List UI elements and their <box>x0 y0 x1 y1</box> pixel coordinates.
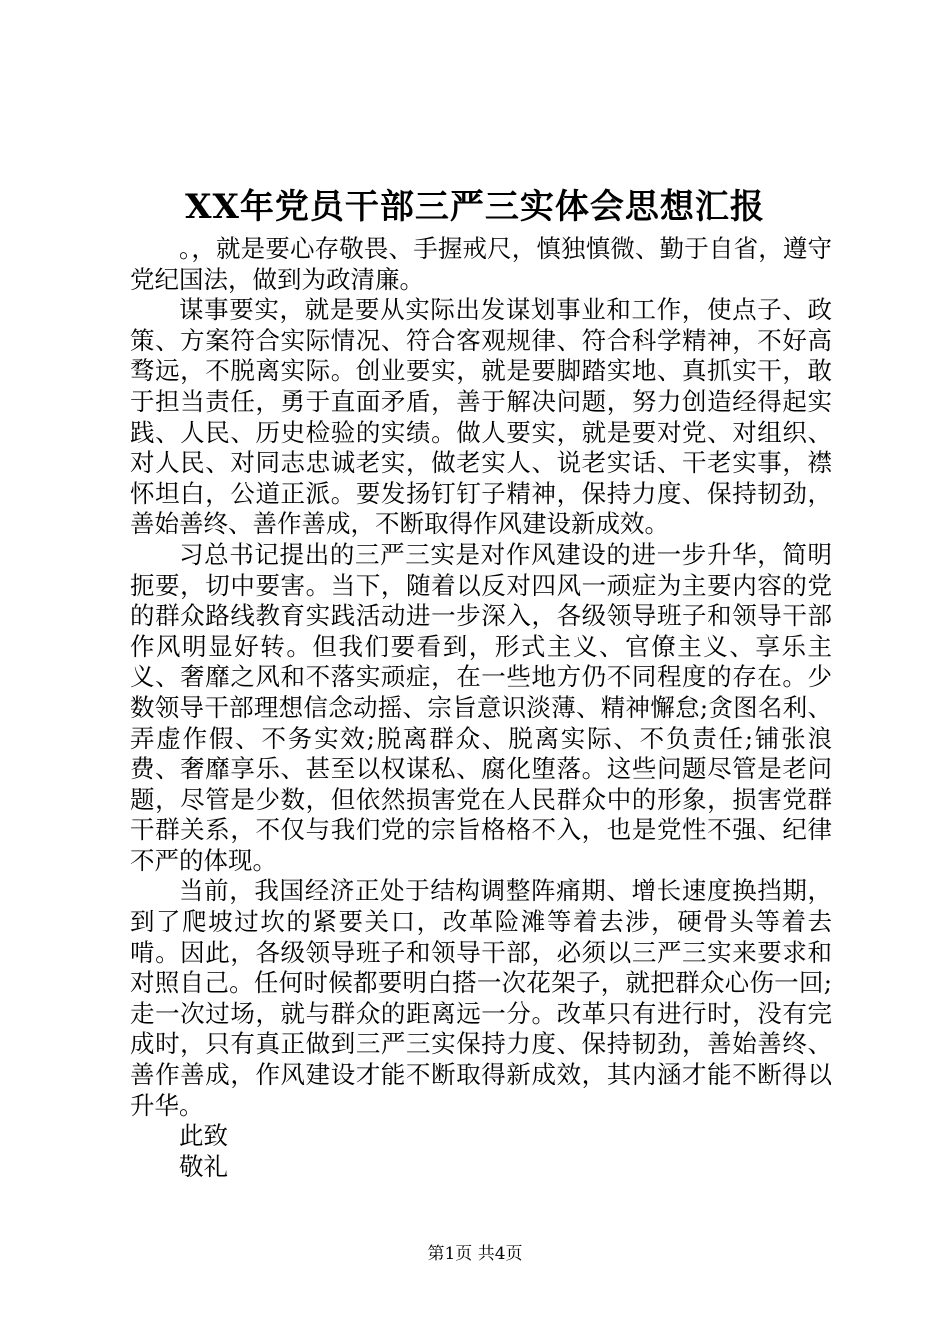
paragraph-2: 谋事要实，就是要从实际出发谋划事业和工作，使点子、政策、方案符合实际情况、符合客观规律、符合科学精神，不好高骛远，不脱离实际。创业要实，就是要脚踏实地、真抓实干，敢于担当责任，勇于直面矛盾，善于解决问题，努力创造经得起实践、人民、历史检验的实绩。做人要实，就是要对党、对组织、对人民、对同志忠诚老实，做老实人、说老实话、干老实事，襟怀坦白，公道正派。要发扬钉钉子精神，保持力度、保持韧劲，善始善终、善作善成，不断取得作风建设新成效。 <box>130 295 832 539</box>
paragraph-1: 。，就是要心存敬畏、手握戒尺，慎独慎微、勤于自省，遵守党纪国法，做到为政清廉。 <box>130 234 832 294</box>
document-title: XX年党员干部三严三实体会思想汇报 <box>185 187 765 227</box>
page-footer: 第1页 共4页 <box>427 1244 523 1264</box>
paragraph-4: 当前，我国经济正处于结构调整阵痛期、增长速度换挡期，到了爬坡过坎的紧要关口，改革险滩等着去涉，硬骨头等着去啃。因此，各级领导班子和领导干部，必须以三严三实来要求和对照自己。任何时候都要明白搭一次花架子，就把群众心伤一回;走一次过场，就与群众的距离远一分。改革只有进行时，没有完成时，只有真正做到三严三实保持力度、保持韧劲，善始善终、善作善成，作风建设才能不断取得新成效，其内涵才能不断得以升华。 <box>130 876 832 1120</box>
closing-salutation: 此致 <box>179 1121 228 1151</box>
document-body <box>130 234 832 1182</box>
paragraph-3: 习总书记提出的三严三实是对作风建设的进一步升华，简明扼要，切中要害。当下，随着以反对四风一顽症为主要内容的党的群众路线教育实践活动进一步深入，各级领导班子和领导干部作风明显好转。但我们要看到，形式主义、官僚主义、享乐主义、奢靡之风和不落实顽症，在一些地方仍不同程度的存在。少数领导干部理想信念动摇、宗旨意识淡薄、精神懈怠;贪图名利、弄虚作假、不务实效;脱离群众、脱离实际、不负责任;铺张浪费、奢靡享乐、甚至以权谋私、腐化堕落。这些问题尽管是老问题，尽管是少数，但依然损害党在人民群众中的形象，损害党群干群关系，不仅与我们党的宗旨格格不入，也是党性不强、纪律不严的体现。 <box>130 539 832 875</box>
closing-regards: 敬礼 <box>179 1151 228 1181</box>
